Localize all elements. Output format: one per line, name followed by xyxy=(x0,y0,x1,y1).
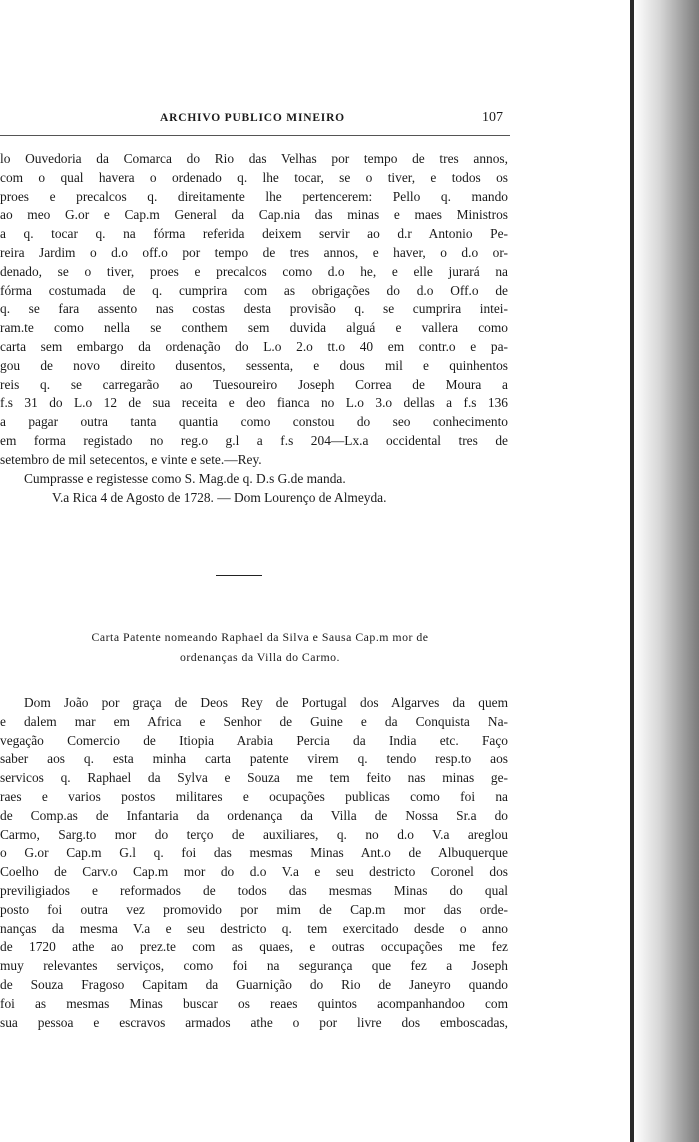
page-header xyxy=(0,112,510,132)
text-line: Carmo, Sarg.to mor do terço de auxiliares, q. no d.o V.a areglou xyxy=(0,826,508,842)
document-title-line: ordenanças da Villa do Carmo. xyxy=(179,650,340,664)
text-block-provision xyxy=(0,150,508,470)
document-title xyxy=(0,627,520,667)
text-line: vegação Comercio de Itiopia Arabia Percia da India etc. Faço xyxy=(0,732,508,748)
text-line: raes e varios postos militares e ocupações publicas como foi na xyxy=(0,788,508,804)
text-line: reis q. se carregarão ao Tuesoureiro Joseph Correa de Moura a xyxy=(0,376,508,392)
text-line: previligiados e reformados de todos das mesmas Minas do qual xyxy=(0,882,508,898)
text-line: proes e precalcos q. direitamente lhe pertencerem: Pello q. mando xyxy=(0,188,508,204)
text-line: Dom João por graça de Deos Rey de Portugal dos Algarves da quem xyxy=(24,695,508,710)
text-line: setembro de mil setecentos, e vinte e sete.—Rey. xyxy=(0,451,262,467)
text-line: servicos q. Raphael da Sylva e Souza me tem feito nas minas ge- xyxy=(0,770,508,786)
text-line: V.a Rica 4 de Agosto de 1728. — Dom Lourenço de Almeyda. xyxy=(52,489,387,505)
text-line: lo Ouvedoria da Comarca do Rio das Velhas por tempo de tres annos, xyxy=(0,151,508,166)
text-line: sua pessoa e escravos armados athe o por livre dos emboscadas, xyxy=(0,1014,508,1030)
text-line: f.s 31 do L.o 12 de sua receita e deo fianca no L.o 3.o dellas a f.s 136 xyxy=(0,395,508,411)
text-line: saber aos q. esta minha carta patente virem q. tendo resp.to aos xyxy=(0,751,508,767)
text-line: com o qual havera o ordenado q. lhe tocar, se o tiver, e todos os xyxy=(0,169,508,185)
page-number: 107 xyxy=(482,110,503,125)
page-edge xyxy=(630,0,634,1142)
running-title: ARCHIVO PUBLICO MINEIRO xyxy=(160,112,345,124)
text-line: fórma costumada de q. cumprira com as obrigações do d.o Off.o de xyxy=(0,282,508,298)
text-line: de 1720 athe ao prez.te com as quaes, e outras occupações me fez xyxy=(0,939,508,955)
text-line: posto foi outra vez promovido por mim de Cap.m mor das orde- xyxy=(0,901,508,917)
text-line: a q. tocar q. na fórma referida deixem servir ao d.r Antonio Pe- xyxy=(0,226,508,242)
text-line: Coelho de Carv.o Cap.m mor do d.o V.a e seu destricto Coronel dos xyxy=(0,864,508,880)
text-line: muy relevantes serviços, como foi na segurança que fez a Joseph xyxy=(0,958,508,974)
text-line: de Comp.as de Infantaria da ordenança da Villa de Nossa Sr.a do xyxy=(0,807,508,823)
text-line: ram.te como nella se conthem sem duvida alguá e vallera como xyxy=(0,320,508,336)
text-line: e dalem mar em Africa e Senhor de Guine e da Conquista Na- xyxy=(0,713,508,729)
text-line: carta sem embargo da ordenação do L.o 2.o tt.o 40 em contr.o e pa- xyxy=(0,338,508,354)
text-block-patent xyxy=(0,694,508,1032)
text-line: Cumprasse e registesse como S. Mag.de q. D.s G.de manda. xyxy=(24,471,346,486)
document-title-line: Carta Patente nomeando Raphael da Silva e Sausa Cap.m mor de xyxy=(91,630,429,644)
page-shadow xyxy=(634,0,699,1142)
text-line: em forma registado no reg.o g.l a f.s 204—Lx.a occidental tres de xyxy=(0,432,508,448)
header-rule xyxy=(0,135,510,136)
text-line: q. se fara assento nas costas desta provisão q. se cumprira intei- xyxy=(0,301,508,317)
text-line: gou de novo direito dusentos, sessenta, e dous mil e quinhentos xyxy=(0,357,508,373)
text-line: a pagar outra tanta quantia como constou do seo conhecimento xyxy=(0,414,508,430)
text-line: denado, se o tiver, proes e precalcos como d.o he, e elle jurará na xyxy=(0,263,508,279)
text-line: foi as mesmas Minas buscar os reaes quintos acompanhandoo com xyxy=(0,995,508,1011)
text-line: reira Jardim o d.o off.o por tempo de tres annos, e haver, o d.o or- xyxy=(0,244,508,260)
text-line: de Souza Fragoso Capitam da Guarnição do Rio de Janeyro quando xyxy=(0,976,508,992)
text-line: ao meo G.or e Cap.m General da Cap.nia das minas e maes Ministros xyxy=(0,207,508,223)
text-block-provision-closing xyxy=(0,470,508,508)
section-divider xyxy=(216,575,262,576)
text-line: nanças da mesma V.a e seu destricto q. tem exercitado desde o anno xyxy=(0,920,508,936)
text-line: o G.or Cap.m G.l q. foi das mesmas Minas Ant.o de Albuquerque xyxy=(0,845,508,861)
